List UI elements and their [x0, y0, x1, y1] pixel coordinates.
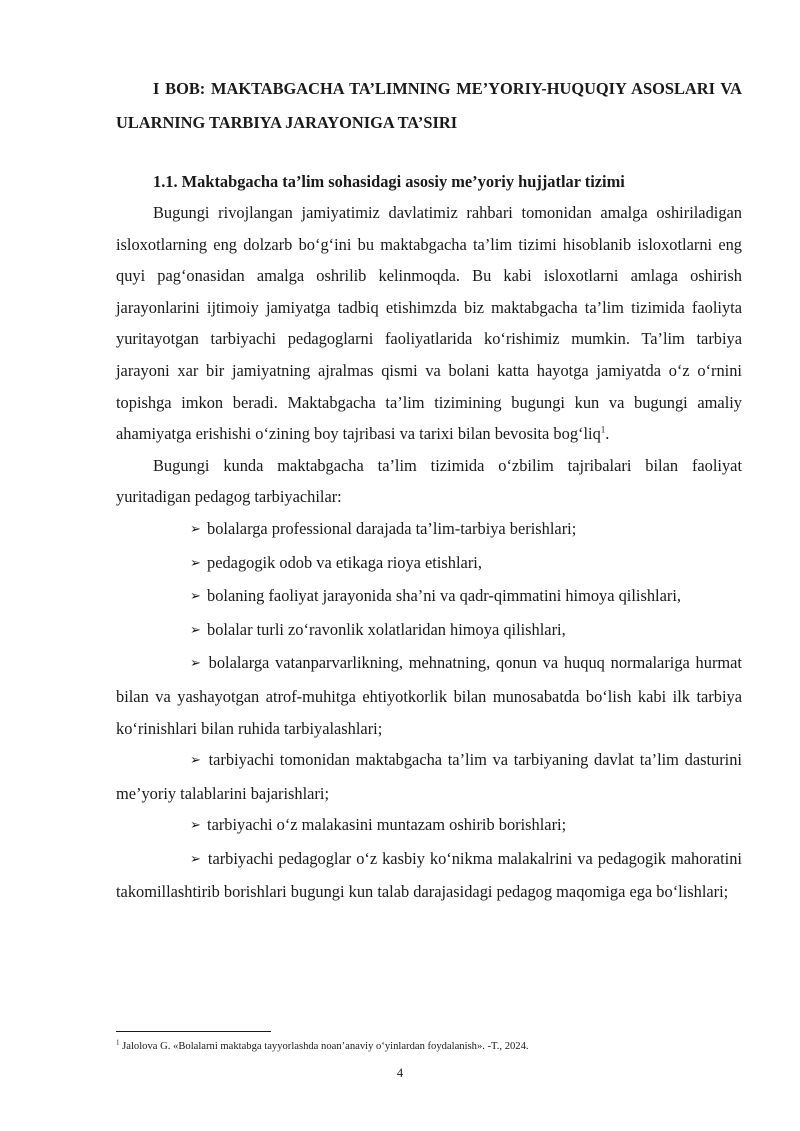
list-item: [116, 647, 742, 744]
footnote-text: Jalolova G. «Bolalarni maktabga tayyorlashda noan’anaviy o‘yinlardan foydalanish». -T., 2024.: [122, 1041, 529, 1052]
paragraph-1: [116, 197, 742, 450]
footnote-reference[interactable]: 1: [600, 424, 606, 435]
list-item-text: pedagogik odob va etikaga rioya etishlari,: [207, 552, 482, 572]
arrow-bullet-icon: ➢: [190, 555, 201, 571]
page-number: 4: [396, 1066, 404, 1080]
footnote: [116, 1040, 756, 1054]
list-item-text: tarbiyachi tomonidan maktabgacha ta’lim va tarbiyaning davlat ta’lim dasturini me’yoriy talablarini bajarishlari;: [116, 750, 742, 803]
list-item-text: bolalar turli zo‘ravonlik xolatlaridan himoya qilishlari,: [207, 619, 566, 639]
list-item: [116, 843, 742, 908]
list-item-text: bolalarga professional darajada ta’lim-tarbiya berishlari;: [207, 518, 577, 538]
list-item: [116, 809, 742, 843]
arrow-bullet-icon: ➢: [190, 589, 201, 605]
list-item: [116, 513, 742, 547]
arrow-bullet-icon: ➢: [190, 622, 201, 638]
list-item: [116, 614, 742, 648]
list-item-text: bolaning faoliyat jarayonida sha’ni va qadr-qimmatini himoya qilishlari,: [207, 586, 681, 606]
list-item: [116, 744, 742, 809]
arrow-bullet-icon: ➢: [190, 818, 201, 834]
section-title: 1.1. Maktabgacha ta’lim sohasidagi asosiy me’yoriy hujjatlar tizimi: [153, 172, 625, 191]
paragraph-1-end: .: [605, 424, 610, 444]
page-content: [116, 72, 742, 908]
arrow-bullet-icon: ➢: [190, 656, 201, 672]
arrow-bullet-icon: ➢: [190, 521, 201, 537]
list-item: [116, 580, 742, 614]
paragraph-1-text: Bugungi rivojlangan jamiyatimiz davlatimiz rahbari tomonidan amalga oshiriladigan isloxotlarning eng dolzarb bo‘g‘ini bu maktabgacha ta’lim tizimi hisoblanib isloxotlarni eng quyi pag‘onasidan amalga oshrilib kelinmoqda. Bu kabi isloxotlarni amlaga oshirish jarayonlarini ijtimoiy jamiyatga tadbiq etishimzda biz maktabgacha ta’lim tizimida faoliyta yuritayotgan tarbiyachi pedagoglarni faoliyatlarida ko‘rishimiz mumkin. Ta’lim tarbiya jarayoni xar bir jamiyatning ajralmas qismi va bolani katta hayotga jamiyatda o‘z o‘rnini topishga imkon beradi. Maktabgacha ta’lim tizimining bugungi kun va bugungi amaliy ahamiyatga erishishi o‘zining boy tajribasi va tarixi bilan bevosita bog‘liq: [116, 203, 742, 444]
footnote-separator: [116, 1031, 271, 1032]
paragraph-2: Bugungi kunda maktabgacha ta’lim tizimida o‘zbilim tajribalari bilan faoliyat yuritadigan pedagog tarbiyachilar:: [116, 455, 742, 507]
list-item-text: tarbiyachi pedagoglar o‘z kasbiy ko‘nikma malakalrini va pedagogik mahoratini takomillashtirib borishlari bugungi kun talab darajasidagi pedagog maqomiga ega bo‘lishlari;: [116, 848, 742, 902]
list-item-text: tarbiyachi o‘z malakasini muntazam oshirib borishlari;: [207, 815, 567, 835]
footnote-number: 1: [116, 1038, 120, 1047]
arrow-bullet-icon: ➢: [190, 851, 201, 867]
arrow-bullet-icon: ➢: [190, 753, 201, 769]
chapter-title: I BOB: MAKTABGACHA TA’LIMNING ME’YORIY-HUQUQIY ASOSLARI VA ULARNING TARBIYA JARAYONIGA TA’SIRI: [116, 79, 742, 132]
list-item-text: bolalarga vatanparvarlikning, mehnatning, qonun va huquq normalariga hurmat bilan va yashayotgan atrof-muhitga ehtiyotkorlik bilan munosabatda bo‘lish kabi ilk tarbiya ko‘rinishlari bilan ruhida tarbiyalashlari;: [116, 653, 742, 738]
list-item: [116, 547, 742, 581]
